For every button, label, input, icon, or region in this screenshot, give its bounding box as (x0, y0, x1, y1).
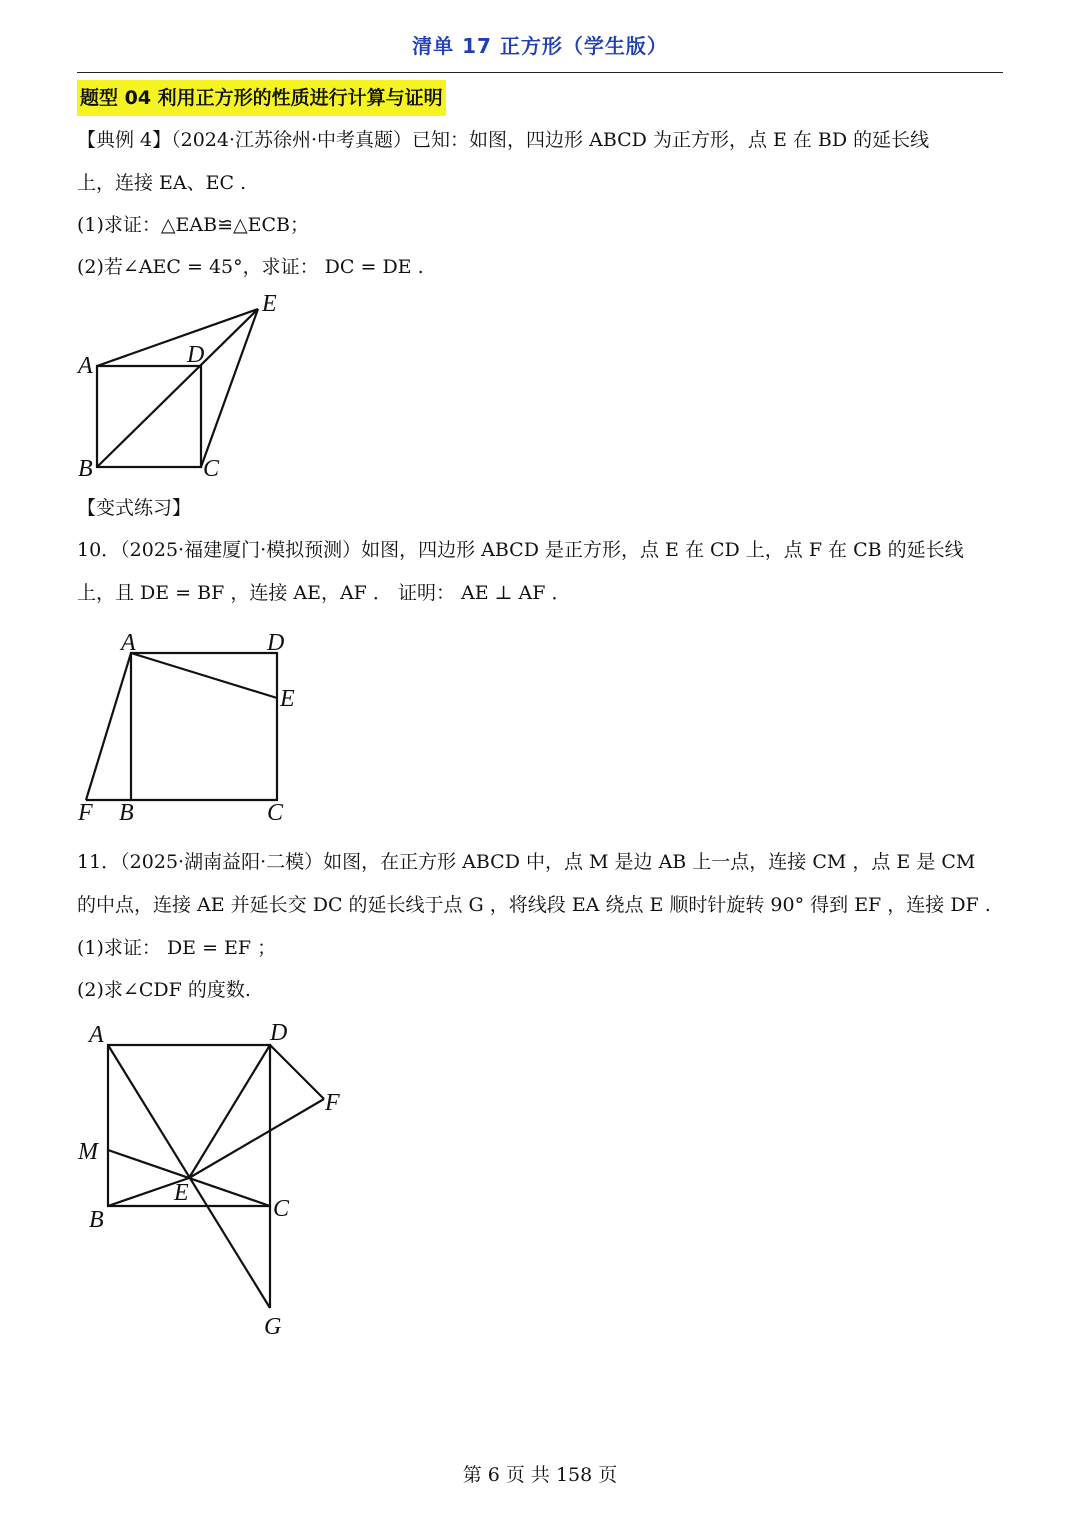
practice-heading: 【变式练习】 (77, 497, 192, 519)
example-text-line-2: 上，连接 EA、EC . (77, 172, 247, 194)
label-f: F (325, 1090, 340, 1116)
label-c: C (267, 800, 284, 826)
label-b: B (78, 456, 93, 482)
label-e: E (174, 1180, 189, 1206)
label-f: F (78, 800, 93, 826)
q11-text-line-2: 的中点，连接 AE 并延长交 DC 的延长线于点 G ，将线段 EA 绕点 E 顺时针旋转 90° 得到 EF ，连接 DF . (77, 894, 991, 916)
label-b: B (119, 800, 134, 826)
q10-text-line-2: 上，且 DE = BF ，连接 AE，AF ． 证明： AE ⊥ AF ． (77, 582, 571, 604)
label-a: A (89, 1022, 104, 1048)
label-d: D (187, 342, 205, 368)
segment-ef (189, 1099, 324, 1178)
label-d: D (270, 1020, 288, 1046)
example-text-line-1: 【典例 4】（2024·江苏徐州·中考真题）已知：如图，四边形 ABCD 为正方形，点 E 在 BD 的延长线 (77, 129, 930, 151)
label-d: D (267, 630, 285, 656)
label-e: E (280, 686, 295, 712)
q11-part-1: (1)求证： DE = EF ； (77, 937, 277, 959)
segment-df (270, 1045, 324, 1099)
label-a: A (121, 630, 136, 656)
page-header-title: 清单 17 正方形（学生版） (412, 34, 668, 58)
example-part-1: (1)求证：△EAB≌△ECB； (77, 214, 309, 236)
label-g: G (264, 1314, 282, 1340)
label-m: M (78, 1139, 98, 1165)
q10-text-line-1: 10．（2025·福建厦门·模拟预测）如图，四边形 ABCD 是正方形，点 E 在 CD 上，点 F 在 CB 的延长线 (77, 539, 964, 561)
section-label: 题型 04 利用正方形的性质进行计算与证明 (77, 80, 446, 116)
q11-text-line-1: 11．（2025·湖南益阳·二模）如图，在正方形 ABCD 中，点 M 是边 AB 上一点，连接 CM ，点 E 是 CM (77, 851, 976, 873)
segment-ed (189, 1045, 270, 1178)
label-c: C (203, 456, 220, 482)
label-c: C (273, 1196, 290, 1222)
square-abcd (108, 1045, 270, 1206)
q11-part-2: (2)求∠CDF 的度数. (77, 979, 251, 1001)
label-e: E (262, 291, 277, 317)
example-part-2: (2)若∠AEC = 45°，求证： DC = DE . (77, 256, 424, 278)
label-a: A (78, 353, 93, 379)
page-footer: 第 6 页 共 158 页 (462, 1464, 618, 1486)
label-b: B (89, 1207, 104, 1233)
